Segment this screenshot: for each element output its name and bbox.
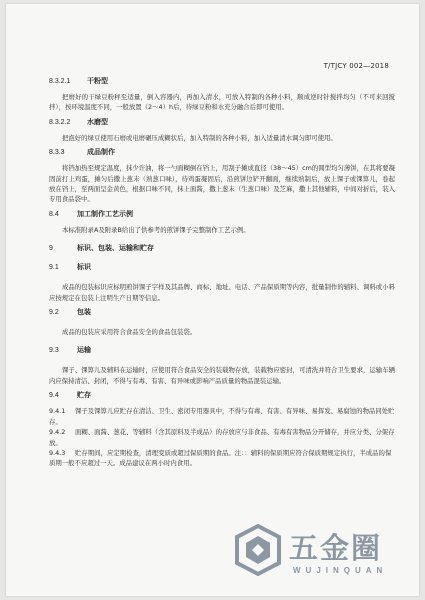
section-heading bbox=[49, 308, 395, 318]
section-number: 8.4 bbox=[49, 210, 59, 218]
section-heading bbox=[49, 391, 395, 401]
item-text: 馃子及馃箅儿应贮存在清洁、卫生、密闭专用器具中，不得与有毒、有害、有异味、易挥发、易腐蚀的物品同处贮存。 bbox=[49, 407, 395, 426]
paragraph: 将铛加热至规定温度，抹少许油，将一勺面糊倒在铛上，用刮子摊成直径（38～45）cm的圆型均匀薄饼，在其将要凝固前打上鸡蛋，摊匀后撒上葱末（熟葱口味），待鸡蛋凝固后，沿煎饼边铲开翻面，继续熟制后，放上馃子或馃箅儿，卷起放在铛上，至两面呈金黄色，根据口味不同，抹上面酱，撒上葱末（生葱口味）及芝麻，撒上其他辅料，中间对折后，装入专用食品袋中。 bbox=[49, 164, 395, 204]
section-title: 成品制作 bbox=[87, 149, 115, 157]
item-number: 9.4.1 bbox=[49, 407, 66, 416]
section-heading bbox=[49, 148, 395, 158]
section-9-1 bbox=[49, 263, 395, 303]
paragraph: 把泡好的绿豆使用石磨或电磨碾压成糊状后，加入特制的各种小料，加入适量清水调匀即可使用。 bbox=[62, 133, 337, 142]
section-heading bbox=[49, 244, 395, 254]
section-title: 干粉型 bbox=[87, 78, 108, 85]
section-number: 9.2 bbox=[49, 309, 59, 317]
section-8-3-2-1 bbox=[49, 77, 395, 113]
item-number: 9.4.2 bbox=[49, 428, 66, 437]
list-item bbox=[49, 406, 395, 427]
section-heading bbox=[49, 263, 395, 273]
watermark-subtext: WUJINQUAN bbox=[293, 566, 388, 575]
document-code: T/TJCY 002—2018 bbox=[323, 62, 389, 70]
list-item bbox=[49, 448, 395, 469]
section-heading bbox=[49, 118, 395, 128]
watermark bbox=[229, 522, 407, 582]
section-title: 运输 bbox=[77, 347, 91, 355]
logo-icon bbox=[233, 524, 283, 576]
item-number: 9.4.3 bbox=[49, 448, 66, 457]
section-number: 9.4 bbox=[49, 392, 59, 400]
list-item bbox=[49, 427, 395, 448]
section-title: 加工制作工艺示例 bbox=[77, 210, 133, 218]
section-9-2 bbox=[49, 308, 395, 337]
section-8-3-2-2 bbox=[49, 118, 395, 143]
section-9-3 bbox=[49, 346, 395, 386]
section-title: 标识、包装、运输和贮存 bbox=[77, 245, 154, 253]
item-text: 贮存期间，应定期检查，清理变质或超过保质期的食品。注：：辅料的保质期应符合保质期规定执行，半成品的保质期一般不应超过一天。成品建议在两小时内食用。 bbox=[49, 448, 392, 468]
section-heading bbox=[49, 77, 395, 87]
section-title: 标识 bbox=[77, 264, 91, 272]
section-heading bbox=[49, 210, 395, 220]
section-title: 贮存 bbox=[77, 392, 91, 400]
section-number: 9 bbox=[49, 245, 53, 253]
section-number: 8.3.3 bbox=[49, 149, 65, 157]
section-number: 9.3 bbox=[49, 347, 59, 355]
section-9-4 bbox=[49, 391, 395, 468]
paragraph: 把磨好的干绿豆粉秤至适量，倒入容器内，再加入清水，可放入特制的各种小料，顺成逆时针搅拌均匀（不可来回搅拌），按环境温度不同，一般放置（2～4）h后，待绿豆粉和水充分融合后即可使用。 bbox=[49, 93, 395, 112]
section-number: 8.3.2.2 bbox=[49, 118, 71, 126]
section-8-4 bbox=[49, 210, 395, 235]
paragraph: 成品的包装应采用符合食品安全的食品包装袋。 bbox=[62, 328, 197, 337]
section-title: 包装 bbox=[77, 309, 91, 317]
section-title: 水磨型 bbox=[87, 118, 108, 126]
document-page bbox=[6, 4, 419, 596]
paragraph: 本标准附录A及附录B给出了供参考的煎饼馃子完整制作工艺示例。 bbox=[62, 225, 250, 234]
paragraph: 馃子、馃箅儿及辅料在运输时，应使用符合食品安全的装载物存放，装载物应密封，可清洗并符合卫生要求，运输车辆内应保持清洁、封闭，不得与有毒、有害、有异味或影响产品质量的物品混装运输。 bbox=[49, 366, 395, 385]
section-8-3-3 bbox=[49, 148, 395, 205]
section-heading bbox=[49, 346, 395, 356]
document-body bbox=[49, 77, 395, 469]
section-number: 9.1 bbox=[49, 264, 59, 272]
paragraph: 成品的包装标识应标明煎饼馃子字样及其品牌、商标、地址、电话、产品保质期等内容，批量制作的辅料、调料或小料应按规定在包装上注明生产日期等信息。 bbox=[49, 283, 395, 302]
section-9 bbox=[49, 244, 395, 254]
item-text: 面糊、面酱、葱花、等辅料（含其原料及半成品）的存放应与非食品、有毒有害物品分开储存，并应分类、分架存放。 bbox=[49, 428, 395, 447]
watermark-text: 五金圈 bbox=[289, 531, 383, 565]
section-number: 8.3.2.1 bbox=[49, 78, 71, 85]
